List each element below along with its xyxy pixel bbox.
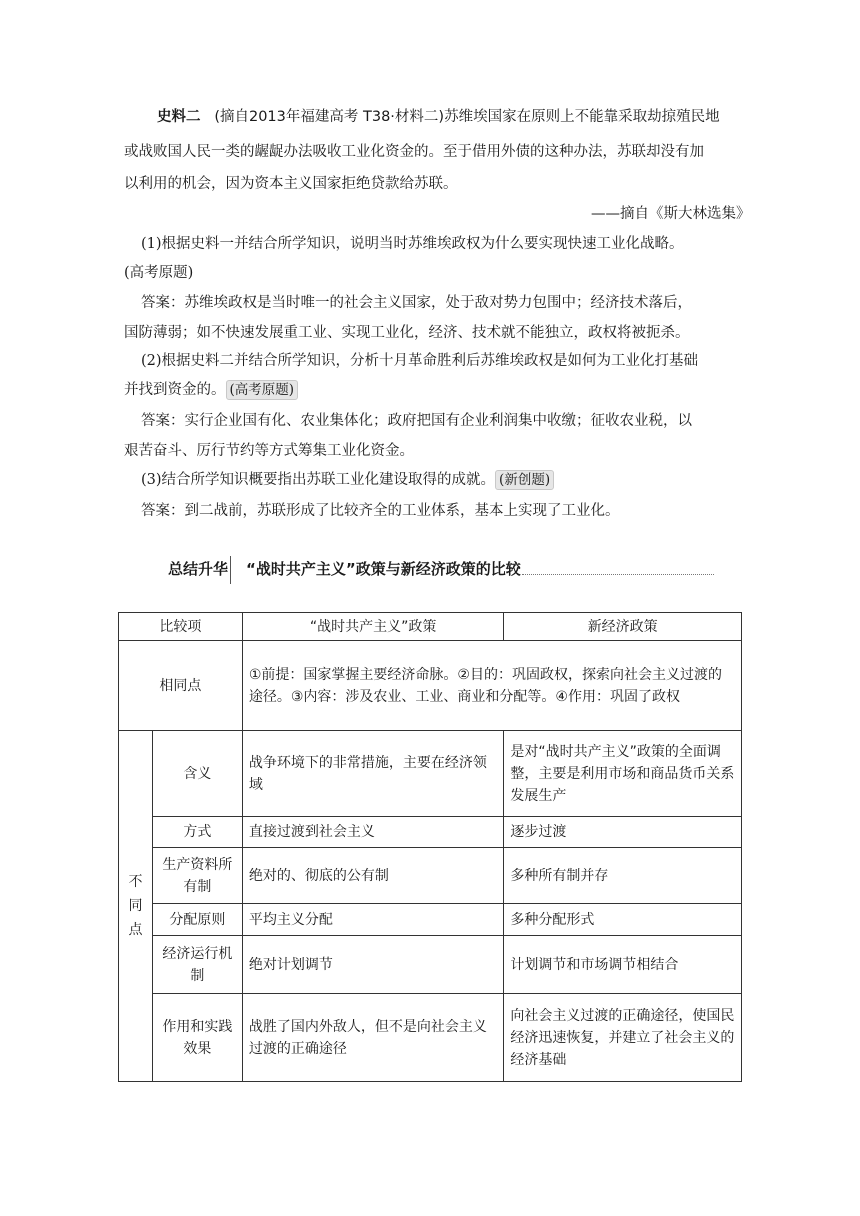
row-nep: 计划调节和市场调节相结合 [504, 936, 742, 994]
summary-divider [230, 556, 231, 584]
row-war: 战胜了国内外敌人，但不是向社会主义过渡的正确途径 [242, 994, 504, 1082]
table-row [119, 817, 742, 848]
question-1-text: (1)根据史料一并结合所学知识，说明当时苏维埃政权为什么要实现快速工业化战略。 [141, 236, 684, 252]
diff-label: 不 同 点 [119, 731, 153, 1082]
summary-dotted-rule [522, 574, 714, 575]
row-item: 作用和实践效果 [152, 994, 242, 1082]
question-3-text: (3)结合所学知识概要指出苏联工业化建设取得的成就。 [141, 472, 496, 488]
row-nep: 多种所有制并存 [504, 848, 742, 904]
table-row [119, 904, 742, 936]
row-war: 绝对的、彻底的公有制 [242, 848, 504, 904]
row-war: 直接过渡到社会主义 [242, 817, 504, 848]
answer-2-line-2: 艰苦奋斗、厉行节约等方式筹集工业化资金。 [124, 443, 414, 459]
question-1-tag: 高考原题 [129, 265, 188, 281]
source-text-2: 或战败国人民一类的龌龊办法吸收工业化资金的。至于借用外债的这种办法，苏联却没有加 [124, 144, 704, 160]
source-citation: (摘自2013年福建高考 T38·材料二) [214, 109, 445, 125]
header-nep: 新经济政策 [504, 613, 742, 641]
row-nep: 向社会主义过渡的正确途径，使国民经济迅速恢复，并建立了社会主义的经济基础 [504, 994, 742, 1082]
answer-1-line-1: 答案：苏维埃政权是当时唯一的社会主义国家，处于敌对势力包围中；经济技术落后， [141, 295, 692, 311]
row-item: 经济运行机制 [152, 936, 242, 994]
source-first-line [157, 107, 720, 127]
row-item: 方式 [152, 817, 242, 848]
table-row [119, 936, 742, 994]
row-war: 战争环境下的非常措施，主要在经济领域 [242, 731, 504, 817]
row-item: 分配原则 [152, 904, 242, 936]
question-2-tag: (高考原题) [226, 380, 299, 400]
header-item: 比较项 [119, 613, 243, 641]
summary-label: 总结升华 [168, 560, 229, 578]
table-row [119, 731, 742, 817]
row-war: 平均主义分配 [242, 904, 504, 936]
table-row [119, 994, 742, 1082]
row-item: 含义 [152, 731, 242, 817]
question-3-line [141, 470, 554, 490]
question-2-text: (2)根据史料二并结合所学知识，分析十月革命胜利后苏维埃政权是如何为工业化打基础 [141, 353, 699, 369]
row-nep: 逐步过渡 [504, 817, 742, 848]
question-1-tag-line: (高考原题) [124, 265, 194, 281]
summary-title: “战时共产主义”政策与新经济政策的比较 [246, 560, 521, 578]
summary-heading [168, 556, 716, 586]
similar-label: 相同点 [119, 641, 243, 731]
question-2-text-2: 并找到资金的。 [124, 382, 226, 398]
table-row-similar [119, 641, 742, 731]
answer-1-line-2: 国防薄弱；如不快速发展重工业、实现工业化，经济、技术就不能独立，政权将被扼杀。 [124, 325, 690, 341]
table-row [119, 848, 742, 904]
question-3-tag: (新创题) [495, 470, 554, 490]
row-item: 生产资料所有制 [152, 848, 242, 904]
comparison-table [118, 612, 742, 1082]
question-2-line-2 [124, 380, 298, 400]
row-war: 绝对计划调节 [242, 936, 504, 994]
answer-3-line-1: 答案：到二战前，苏联形成了比较齐全的工业体系，基本上实现了工业化。 [141, 503, 620, 519]
row-nep: 多种分配形式 [504, 904, 742, 936]
answer-2-line-1: 答案：实行企业国有化、农业集体化；政府把国有企业利润集中收缴；征收农业税，以 [141, 413, 692, 429]
source-text-3: 以利用的机会，因为资本主义国家拒绝贷款给苏联。 [124, 176, 458, 192]
header-war-communism: “战时共产主义”政策 [242, 613, 504, 641]
row-nep: 是对“战时共产主义”政策的全面调整，主要是利用市场和商品货币关系发展生产 [504, 731, 742, 817]
source-attribution: ——摘自《斯大林选集》 [591, 206, 751, 222]
source-label: 史料二 [157, 109, 201, 125]
similar-content: ①前提：国家掌握主要经济命脉。②目的：巩固政权，探索向社会主义过渡的途径。③内容：涉及农业、工业、商业和分配等。④作用：巩固了政权 [242, 641, 741, 731]
source-text-1: 苏维埃国家在原则上不能靠采取劫掠殖民地 [444, 109, 720, 125]
table-header-row [119, 613, 742, 641]
